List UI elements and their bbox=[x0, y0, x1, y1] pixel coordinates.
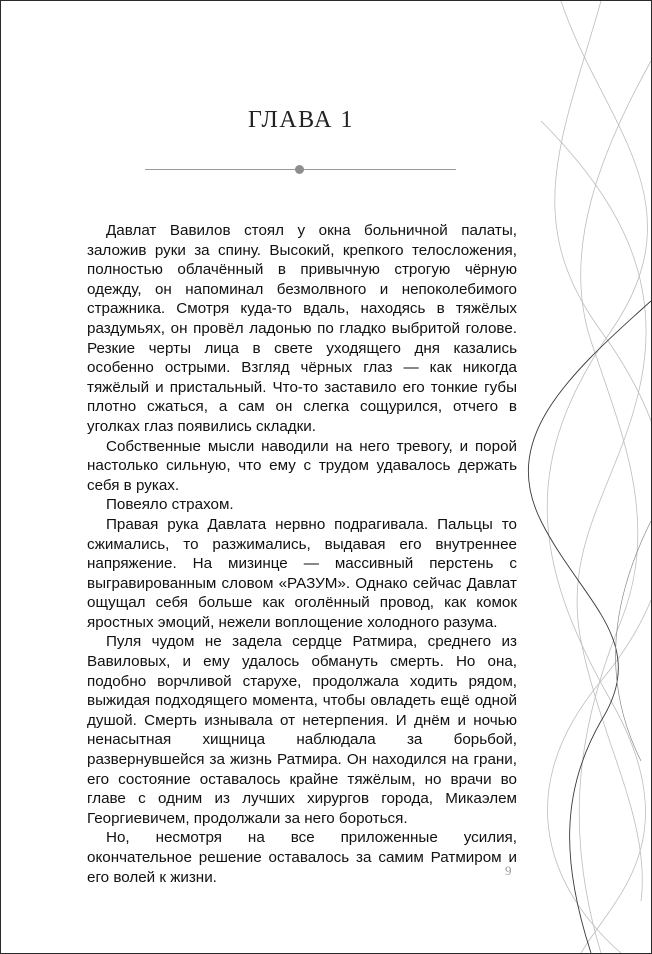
page-number: 9 bbox=[505, 863, 512, 878]
paragraph: Повеяло страхом. bbox=[106, 496, 234, 514]
paragraph: Давлат Вавилов стоял у окна больничной палаты, заложив руки за спину. Высокий, крепкого телосложения, полностью облачённый в привычную строгую чёрную одежду, он напоминал безмолвного и непоколебимого стражника. Смотря куда-то вдаль, находясь в тяжёлых раздумьях, он провёл ладонью по гладко выбритой голове. Резкие черты лица в свете уходящего дня казались особенно острыми. Взгляд чёрных глаз — как никогда тяжёлый и пристальный. Что-то заставило его тонкие губы плотно сжаться, а сам он слегка сощурился, отчего в уголках глаз появились складки. bbox=[87, 222, 517, 435]
paragraph: Собственные мысли наводили на него тревогу, и порой настолько сильную, что ему с трудом удавалось держать себя в руках. bbox=[87, 437, 517, 494]
paragraph: Пуля чудом не задела сердце Ратмира, среднего из Вавиловых, и ему удалось обмануть смерть. Но она, подобно ворчливой старухе, продолжала ходить рядом, выжидая подходящего момента, чтобы овладеть ещё одной душой. Смерть изнывала от нетерпения. И днём и ночью ненасытная хищница наблюдала за борьбой, развернувшейся за жизнь Ратмира. Он находился на грани, его состояние оставалось крайне тяжёлым, но врачи во главе с одним из лучших хирургов города, Микаэлем Георгиевичем, продолжали за него бороться. bbox=[87, 633, 517, 827]
chapter-text bbox=[87, 221, 517, 887]
chapter-title: ГЛАВА 1 bbox=[247, 107, 354, 133]
paragraph: Правая рука Давлата нервно подрагивала. Пальцы то сжимались, то разжимались, выдавая его внутреннее напряжение. На мизинце — массивный перстень с выгравированным словом «РАЗУМ». Однако сейчас Давлат ощущал себя больше как оголённый провод, как комок яростных эмоций, нежели воплощение холодного разума. bbox=[87, 515, 517, 631]
paragraph: Но, несмотря на все приложенные усилия, окончательное решение оставалось за самим Ратмиром и его волей к жизни. bbox=[87, 829, 517, 886]
divider-dot bbox=[295, 165, 304, 174]
